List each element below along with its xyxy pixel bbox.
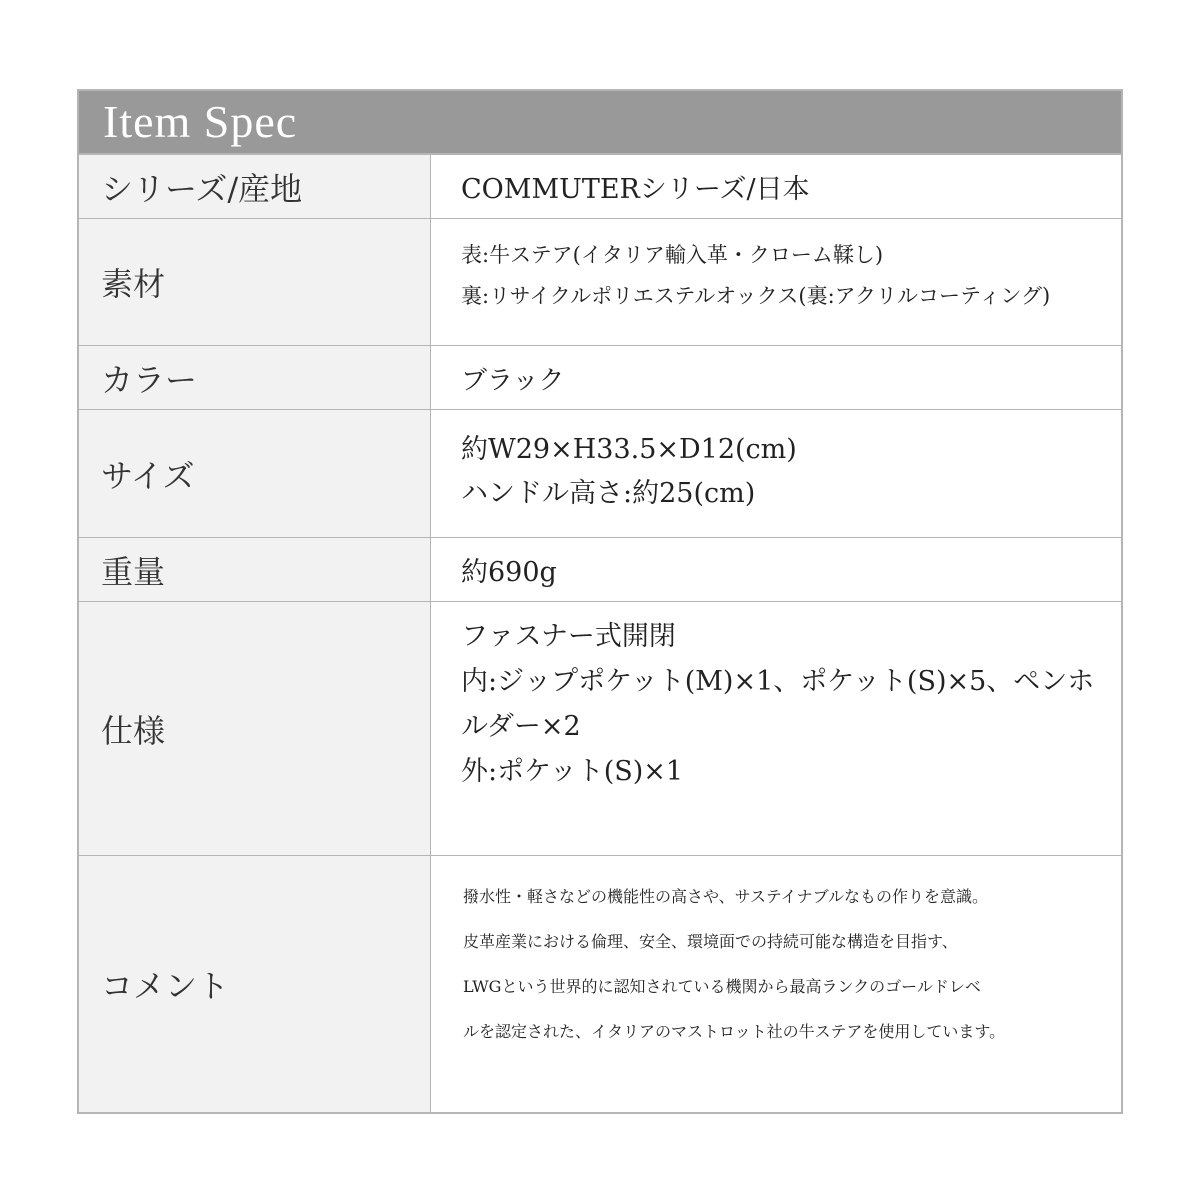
spec-outer-pockets-line: 外:ポケット(S)×1: [461, 756, 684, 787]
spec-row-color: [79, 346, 1121, 410]
spec-value-comment: [431, 856, 1121, 1112]
spec-title: Item Spec: [103, 96, 298, 147]
spec-label-weight: 重量: [79, 538, 431, 601]
spec-row-series: [79, 155, 1121, 219]
spec-value-size: [431, 410, 1121, 537]
spec-value-material: [431, 219, 1121, 345]
spec-row-spec: [79, 602, 1121, 856]
material-outer-line: 表:牛ステア(イタリア輸入革・クローム鞣し): [461, 243, 884, 267]
spec-label-color: カラー: [79, 346, 431, 409]
comment-line: 撥水性・軽さなどの機能性の高さや、サステイナブルなもの作りを意識。: [463, 887, 988, 906]
spec-label-series: シリーズ/産地: [79, 155, 431, 218]
size-handle-line: ハンドル高さ:約25(cm): [461, 478, 756, 509]
spec-inner-pockets-line: 内:ジップポケット(M)×1、ポケット(S)×5、ペンホルダー×2: [461, 666, 1095, 742]
comment-line: 皮革産業における倫理、安全、環境面での持続可能な構造を目指す、: [463, 932, 958, 951]
spec-value-spec: [431, 602, 1121, 855]
spec-row-comment: [79, 856, 1121, 1112]
spec-row-weight: [79, 538, 1121, 602]
spec-row-size: [79, 410, 1121, 538]
size-dimensions-line: 約W29×H33.5×D12(cm): [461, 434, 797, 465]
spec-label-spec: 仕様: [79, 602, 431, 855]
spec-value-weight: 約690g: [461, 557, 557, 588]
spec-label-size: サイズ: [79, 410, 431, 537]
spec-closure-line: ファスナー式開閉: [461, 621, 676, 652]
item-spec-table: [77, 89, 1123, 1114]
spec-label-comment: コメント: [79, 856, 431, 1112]
spec-row-material: [79, 219, 1121, 346]
comment-line: LWGという世界的に認知されている機関から最高ランクのゴールドレベ: [463, 977, 981, 996]
spec-label-material: 素材: [79, 219, 431, 345]
material-lining-line: 裏:リサイクルポリエステルオックス(裏:アクリルコーティング): [461, 284, 1051, 308]
spec-value-series: COMMUTERシリーズ/日本: [461, 174, 810, 205]
spec-header: [79, 91, 1121, 155]
comment-line: ルを認定された、イタリアのマストロット社の牛ステアを使用しています。: [463, 1022, 1006, 1041]
spec-value-color: ブラック: [461, 366, 565, 396]
